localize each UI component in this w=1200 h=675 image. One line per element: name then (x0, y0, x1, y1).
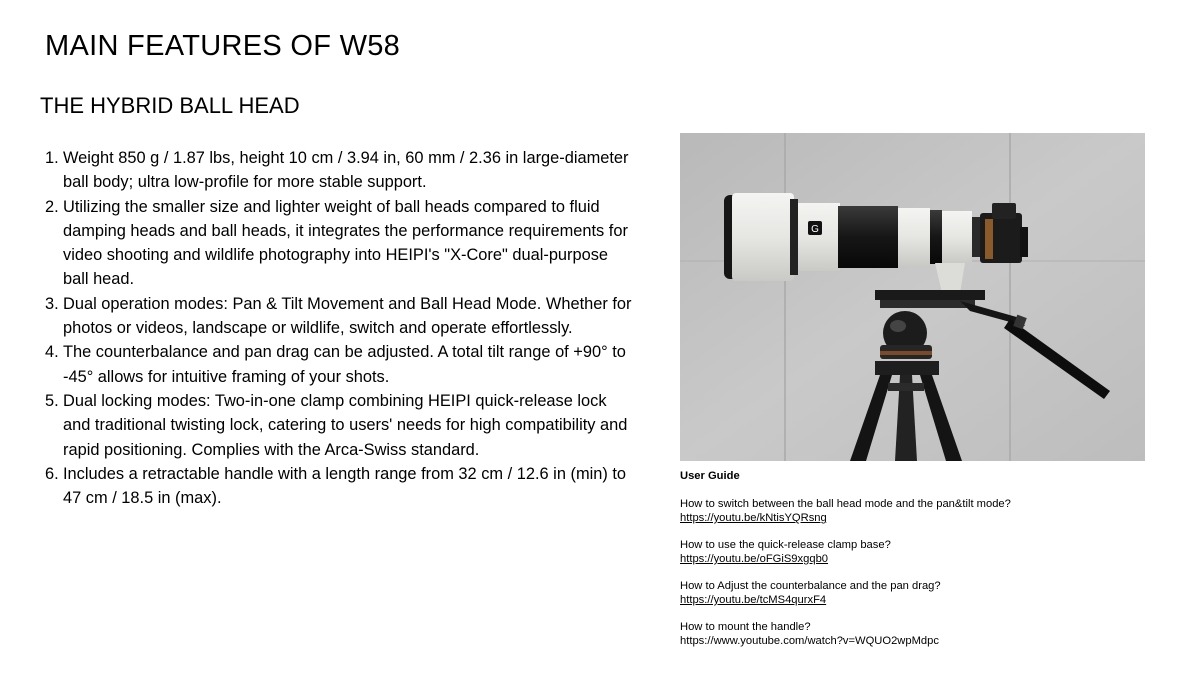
guide-link[interactable]: https://youtu.be/tcMS4qurxF4 (680, 594, 827, 606)
guide-item (680, 538, 1160, 566)
item-number: 1. (45, 149, 59, 167)
item-text: Includes a retractable handle with a length range from 32 cm / 12.6 in (min) to 47 cm / 18.5 in (max). (63, 464, 627, 508)
product-photo (680, 133, 1145, 461)
lens-badge-text: G (811, 224, 819, 235)
list-item (45, 195, 635, 292)
item-text: Dual locking modes: Two-in-one clamp combining HEIPI quick-release lock and traditional twisting lock, catering to users' needs for high compatibility and rapid positioning. Complies with the Arca-Swiss standard. (63, 391, 628, 459)
item-text: Dual operation modes: Pan & Tilt Movement and Ball Head Mode. Whether for photos or videos, landscape or wildlife, switch and operate effortlessly. (63, 294, 632, 338)
item-number: 3. (45, 294, 59, 313)
page-title: MAIN FEATURES OF W58 (45, 30, 401, 62)
list-item (45, 340, 635, 389)
guide-item (680, 620, 1160, 648)
guide-question: How to use the quick-release clamp base? (680, 539, 891, 551)
item-text: The counterbalance and pan drag can be adjusted. A total tilt range of +90° to -45° allows for intuitive framing of your shots. (63, 343, 626, 386)
user-guide (680, 469, 1160, 661)
item-number: 4. (45, 343, 59, 362)
section-subtitle: THE HYBRID BALL HEAD (40, 93, 300, 118)
item-number: 2. (45, 197, 59, 216)
guide-question: How to mount the handle? (680, 621, 811, 633)
list-item (45, 292, 635, 341)
user-guide-heading: User Guide (680, 470, 740, 482)
item-text: Weight 850 g / 1.87 lbs, height 10 cm / 3.94 in, 60 mm / 2.36 in large-diameter ball body; ultra low-profile for more stable support. (63, 149, 629, 192)
guide-item (680, 497, 1160, 525)
list-item (45, 146, 635, 195)
guide-item (680, 579, 1160, 607)
guide-question: How to Adjust the counterbalance and the pan drag? (680, 580, 941, 592)
guide-question: How to switch between the ball head mode and the pan&tilt mode? (680, 498, 1011, 510)
item-text: Utilizing the smaller size and lighter weight of ball heads compared to fluid damping heads and ball heads, it integrates the performance requirements for video shooting and wildlife photography into HEIPI's "X-Core" dual-purpose ball head. (63, 197, 628, 289)
item-number: 6. (45, 464, 59, 483)
feature-list (45, 146, 635, 510)
list-item (45, 389, 635, 462)
list-item (45, 462, 635, 511)
item-number: 5. (45, 391, 59, 410)
guide-link[interactable]: https://youtu.be/kNtisYQRsng (680, 512, 827, 524)
guide-link[interactable]: https://www.youtube.com/watch?v=WQUO2wpMdpc (680, 635, 939, 647)
guide-link[interactable]: https://youtu.be/oFGiS9xgqb0 (680, 553, 829, 565)
